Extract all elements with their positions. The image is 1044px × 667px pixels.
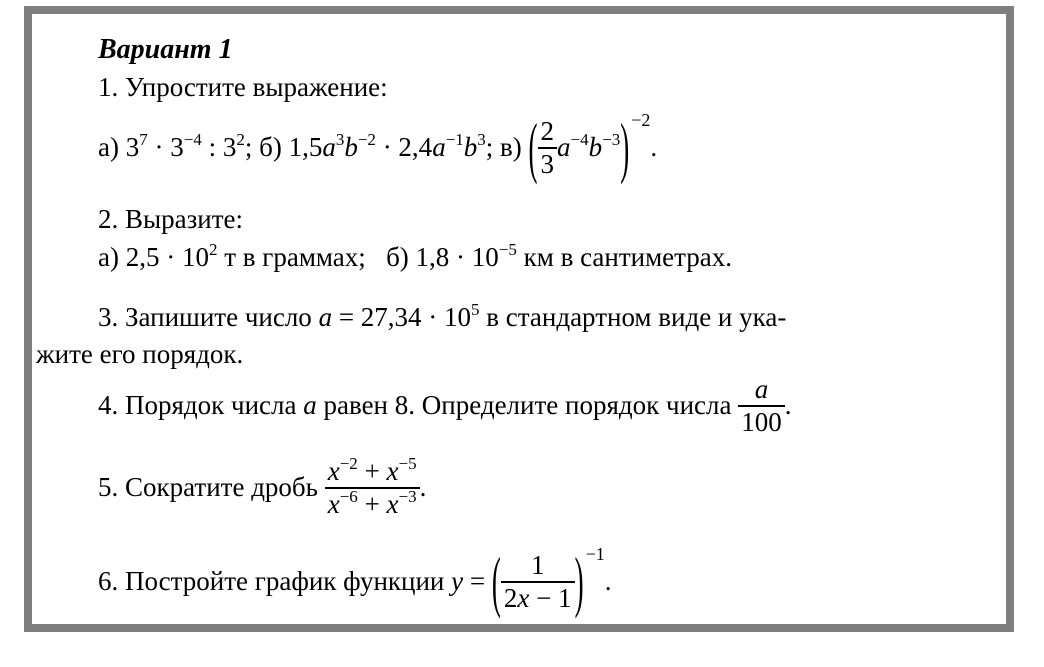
task-1b-prefix: б) (259, 132, 282, 163)
task-6: 6. Постройте график функции y = ( $\frac{1}{2x - 1}$ ) $^{-1}$. (98, 543, 612, 619)
task-6-fraction: $\frac{1}{2x - 1}$ (501, 552, 575, 612)
task-1c-expr: ( $\frac{2}{3}$ $a^{-4}b^{-3}$) $^{-2}$. (528, 109, 658, 185)
task-3-line2: жите его порядок. (36, 339, 244, 369)
worksheet-frame (24, 6, 1014, 632)
task-1b-expr: $1,5a^3b^{-2} \cdot 2,4a^{-1}b^3$; (288, 130, 494, 163)
task-5-text: 5. Сократите дробь (98, 472, 318, 503)
task-1a-expr: $3^7 \cdot 3^{-4}$ : $3^2$; (125, 130, 253, 163)
variant-title: Вариант 1 (98, 34, 233, 65)
task-4-fraction: $\frac{a}{100}$ (738, 376, 785, 436)
task-2-items (98, 240, 733, 272)
task-1c-prefix: в) (500, 132, 522, 163)
task-1a-prefix: а) (98, 132, 119, 163)
task-5-fraction: $\frac{x^{-2} + x^{-5}}{x^{-6} + x^{-3}}$ (325, 458, 420, 518)
task-3-line1: 3. Запишите число $a = 27,34 \cdot 10^5$ в стандартном виде и ука- (98, 300, 787, 332)
task-4: 4. Порядок числа a равен 8. Определите порядок числа $\frac{a}{100}$ . (98, 374, 792, 437)
task-2-label: 2. Выразите: (98, 204, 244, 234)
task-1-expressions (98, 109, 658, 185)
task-5: 5. Сократите дробь $\frac{x^{-2} + x^{-5}}{x^{-6} + x^{-3}}$ . (98, 454, 427, 519)
task-2b: б) $1,8 \cdot 10^{-5}$ км в сантиметрах. (386, 240, 733, 272)
task-1-label: 1. Упростите выражение: (98, 72, 388, 102)
task-2a: а) $2,5 \cdot 10^2$ т в граммах; (98, 240, 366, 272)
worksheet (32, 14, 1006, 624)
